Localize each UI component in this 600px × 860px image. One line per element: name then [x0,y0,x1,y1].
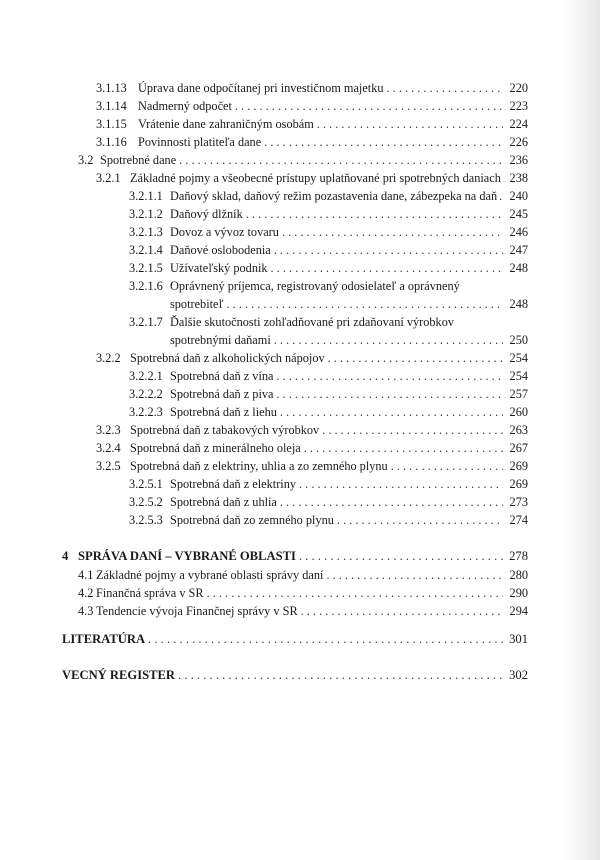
toc-entry[interactable] [129,385,528,403]
toc-entry-title: Dovoz a vývoz tovaru [170,225,279,239]
toc-entry-title: Základné pojmy a vybrané oblasti správy daní [96,568,324,582]
leader-dots [274,331,503,349]
toc-entry-page: 302 [509,668,528,682]
leader-dots [317,115,503,133]
toc-entry-page: 274 [509,513,528,527]
toc-entry-title: Nadmerný odpočet [138,99,232,113]
toc-entry-number: 3.2.1.3 [129,225,163,239]
toc-entry-title-continued: spotrebiteľ [170,297,224,311]
toc-entry-title: Spotrebná daň z uhlia [170,495,277,509]
toc-entry-page: 260 [509,405,528,419]
toc-entry-number: 4.3 [78,604,94,618]
toc-entry[interactable] [96,439,528,457]
toc-entry-title: Tendencie vývoja Finančnej správy v SR [96,604,298,618]
toc-entry-page: 245 [509,207,528,221]
leader-dots [274,241,503,259]
toc-entry-title: Vrátenie dane zahraničným osobám [138,117,314,131]
leader-dots [148,630,503,648]
toc-entry-page: 257 [509,387,528,401]
toc-entry[interactable] [129,511,528,529]
toc-entry-page: 273 [509,495,528,509]
toc-entry-number: 4 [62,549,69,563]
toc-entry-title: Spotrebné dane [100,153,177,167]
leader-dots [304,439,503,457]
toc-entry[interactable] [129,187,528,205]
toc-entry-page: 236 [509,153,528,167]
toc-entry-page: 250 [509,333,528,347]
toc-entry-page: 238 [509,171,528,185]
toc-entry-first-line[interactable] [129,277,528,295]
toc-entry[interactable] [78,566,528,584]
toc-entry[interactable] [78,151,528,169]
toc-entry[interactable] [129,241,528,259]
toc-entry-number: 3.2.1.7 [129,315,163,329]
toc-entry[interactable] [96,79,528,97]
toc-entry-number: 3.2.5.1 [129,477,163,491]
toc-entry-title: Spotrebná daň z elektriny [170,477,297,491]
leader-dots [264,133,503,151]
toc-entry-number: 3.2.1.1 [129,189,163,203]
toc-entry-number: 3.2.1.5 [129,261,163,275]
leader-dots [179,151,503,169]
toc-entry-title: SPRÁVA DANÍ – VYBRANÉ OBLASTI [78,549,296,563]
leader-dots [326,566,503,584]
toc-entry-page: 280 [509,568,528,582]
toc-entry-number: 3.2 [78,153,94,167]
toc-entry[interactable] [170,295,528,313]
toc-entry-page: 226 [509,135,528,149]
toc-entry[interactable] [96,421,528,439]
toc-entry-title: Spotrebná daň z piva [170,387,274,401]
toc-entry[interactable] [96,133,528,151]
toc-entry[interactable] [96,97,528,115]
toc-entry-page: 278 [509,549,528,563]
toc-entry[interactable] [129,259,528,277]
leader-dots [271,259,503,277]
toc-chapter-entry[interactable] [62,630,528,648]
leader-dots [280,403,503,421]
toc-entry-page: 248 [509,297,528,311]
toc-entry-first-line[interactable] [129,313,528,331]
toc-entry-page: 254 [509,351,528,365]
toc-entry-title: Finančná správa v SR [96,586,204,600]
toc-entry-title: Užívateľský podnik [170,261,268,275]
toc-entry-number: 4.2 [78,586,94,600]
toc-entry[interactable] [96,349,528,367]
leader-dots [207,584,503,602]
toc-entry-title: Spotrebná daň z alkoholických nápojov [130,351,325,365]
toc-entry-page: 263 [509,423,528,437]
toc-entry[interactable] [96,457,528,475]
toc-entry-number: 3.2.5.3 [129,513,163,527]
toc-entry-number: 3.2.2.1 [129,369,163,383]
toc-entry[interactable] [78,584,528,602]
toc-entry-page: 248 [509,261,528,275]
toc-chapter-entry[interactable] [62,666,528,684]
toc-entry-title: Spotrebná daň z vína [170,369,274,383]
toc-entry-title: Daňový sklad, daňový režim pozastavenia dane, zábezpeka na daň [170,189,498,203]
toc-entry-title: LITERATÚRA [62,632,146,646]
leader-dots [299,547,503,565]
leader-dots [276,385,503,403]
toc-entry-title: Daňový dlžník [170,207,243,221]
toc-entry-page: 269 [509,459,528,473]
toc-entry[interactable] [129,403,528,421]
toc-entry-page: 246 [509,225,528,239]
leader-dots [178,666,503,684]
toc-entry-title: Základné pojmy a všeobecné prístupy uplatňované pri spotrebných daniach [130,171,501,185]
toc-entry[interactable] [129,223,528,241]
toc-entry-number: 3.2.2.3 [129,405,163,419]
toc-entry-number: 3.2.1.6 [129,279,163,293]
leader-dots [322,421,503,439]
leader-dots [503,169,504,187]
toc-entry-page: 294 [509,604,528,618]
toc-entry-title: VECNÝ REGISTER [62,668,176,682]
toc-entry[interactable] [129,475,528,493]
toc-entry-page: 240 [509,189,528,203]
leader-dots [301,602,503,620]
toc-entry[interactable] [96,115,528,133]
toc-entry-page: 247 [509,243,528,257]
toc-entry[interactable] [129,493,528,511]
toc-entry-number: 3.1.15 [96,117,127,131]
leader-dots [328,349,503,367]
leader-dots [391,457,503,475]
toc-entry[interactable] [78,602,528,620]
toc-entry[interactable] [129,367,528,385]
toc-entry[interactable] [96,169,528,187]
toc-chapter-entry[interactable] [62,547,528,565]
toc-entry-title: Spotrebná daň z tabakových výrobkov [130,423,320,437]
toc-entry-title-continued: spotrebnými daňami [170,333,271,347]
toc-entry-number: 3.2.5.2 [129,495,163,509]
leader-dots [387,79,503,97]
toc-entry-page: 267 [509,441,528,455]
toc-entry-page: 301 [509,632,528,646]
toc-entry-number: 3.1.13 [96,81,127,95]
toc-entry-title: Spotrebná daň z elektriny, uhlia a zo zemného plynu [130,459,388,473]
toc-entry-number: 3.1.16 [96,135,127,149]
toc-entry-page: 220 [509,81,528,95]
leader-dots [337,511,503,529]
leader-dots [499,187,504,205]
toc-entry-title: Spotrebná daň z liehu [170,405,277,419]
toc-entry-title: Spotrebná daň z minerálneho oleja [130,441,301,455]
toc-entry-page: 290 [509,586,528,600]
toc-entry-title: Daňové oslobodenia [170,243,271,257]
toc-entry-number: 3.2.5 [96,459,121,473]
toc-entry-number: 3.2.4 [96,441,121,455]
leader-dots [282,223,503,241]
leader-dots [235,97,503,115]
leader-dots [246,205,503,223]
toc-entry-title: Úprava dane odpočítanej pri investičnom majetku [138,81,384,95]
toc-entry-title: Ďalšie skutočnosti zohľadňované pri zdaňovaní výrobkov [170,315,454,329]
toc-entry[interactable] [129,205,528,223]
toc-entry-number: 4.1 [78,568,94,582]
toc-entry[interactable] [170,331,528,349]
toc-entry-number: 3.2.2.2 [129,387,163,401]
leader-dots [276,367,503,385]
toc-entry-number: 3.2.2 [96,351,121,365]
toc-entry-page: 224 [509,117,528,131]
toc-entry-number: 3.2.1.2 [129,207,163,221]
toc-entry-number: 3.2.1 [96,171,121,185]
toc-entry-title: Povinnosti platiteľa dane [138,135,262,149]
leader-dots [299,475,503,493]
toc-entry-number: 3.2.1.4 [129,243,163,257]
toc-entry-page: 223 [509,99,528,113]
leader-dots [227,295,504,313]
toc-entry-title: Oprávnený príjemca, registrovaný odosielateľ a oprávnený [170,279,460,293]
toc-entry-number: 3.2.3 [96,423,121,437]
toc-entry-number: 3.1.14 [96,99,127,113]
toc-entry-page: 254 [509,369,528,383]
toc-entry-title: Spotrebná daň zo zemného plynu [170,513,334,527]
leader-dots [280,493,503,511]
toc-entry-page: 269 [509,477,528,491]
